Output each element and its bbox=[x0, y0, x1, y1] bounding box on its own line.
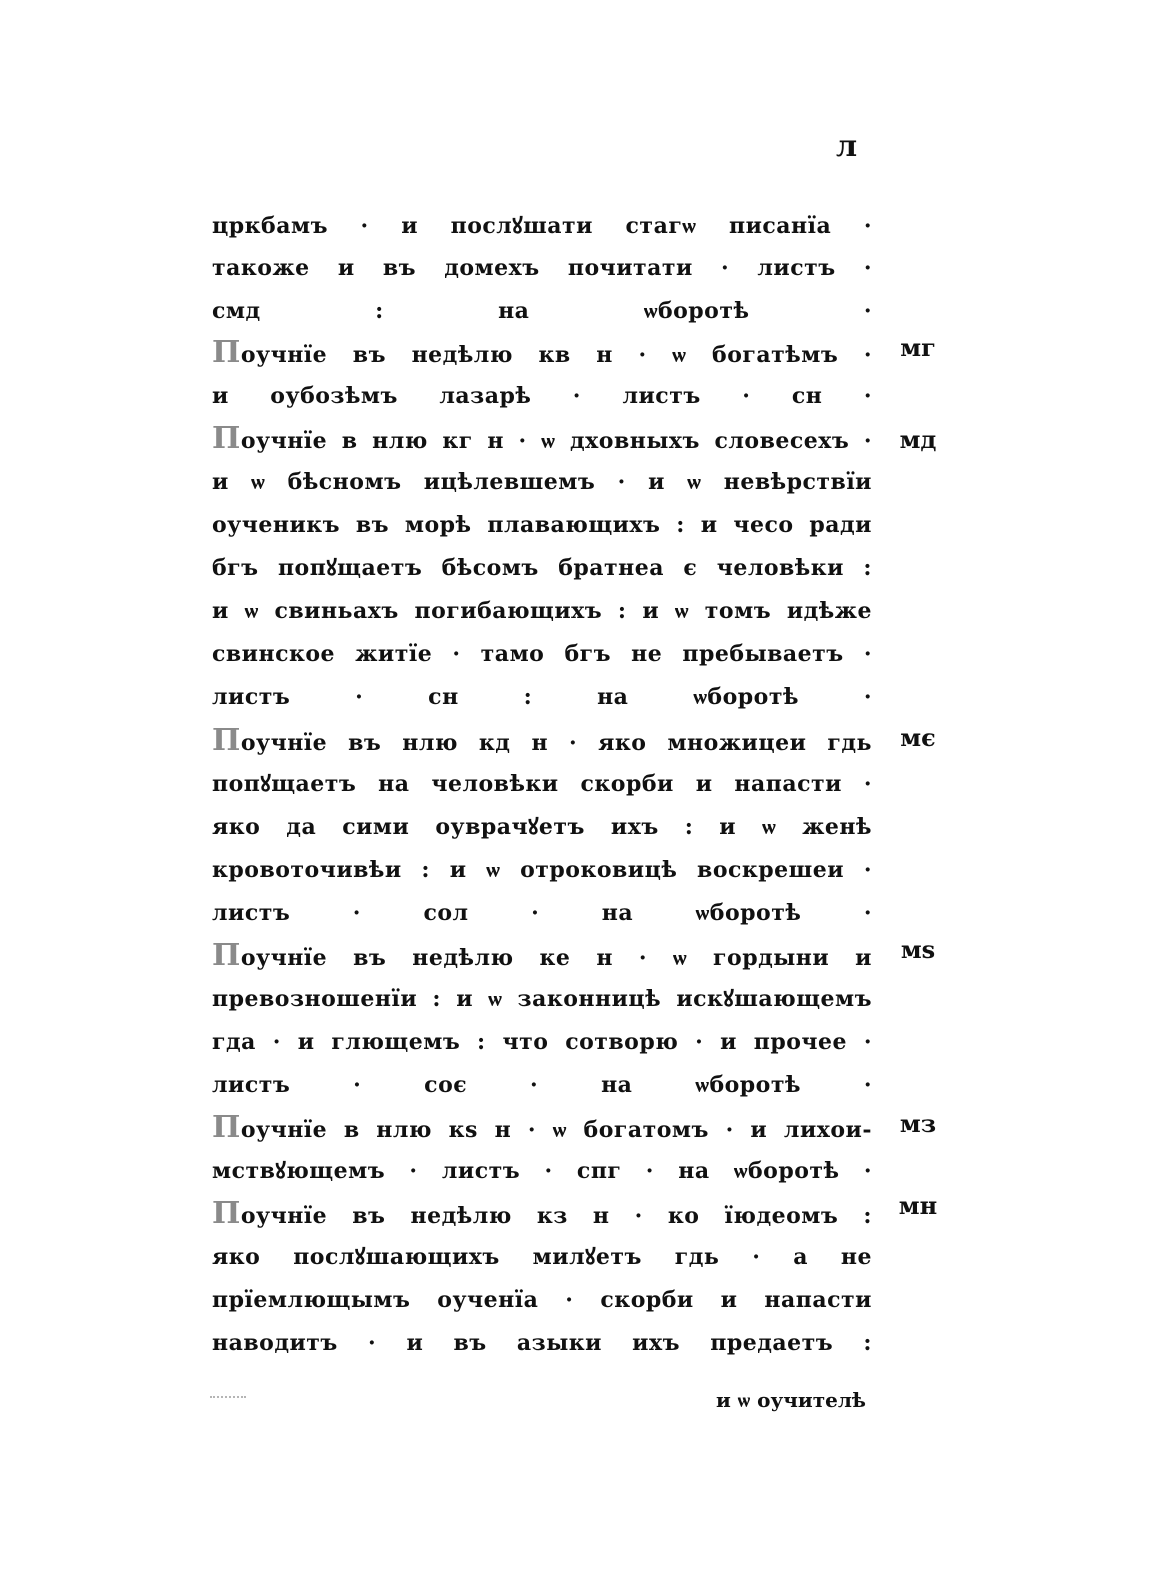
text-line bbox=[212, 721, 872, 761]
text-line bbox=[212, 206, 872, 246]
line-text: бгъ попꙋщаетъ бѣсомъ братнеа є человѣки : bbox=[212, 555, 872, 581]
text-line bbox=[212, 807, 872, 847]
ink-smudge bbox=[210, 1396, 246, 1404]
line-text: мствꙋющемъ · листъ · спг · на ѡборотѣ · bbox=[212, 1158, 872, 1184]
line-text: яко да сими оуврачꙋетъ ихъ : и ѡ женѣ bbox=[212, 814, 872, 840]
line-text: попꙋщаетъ на человѣки скорби и напасти · bbox=[212, 771, 872, 797]
rubric-initial: П bbox=[212, 1196, 241, 1231]
text-line bbox=[212, 1237, 872, 1277]
margin-number: мз bbox=[899, 1109, 937, 1138]
text-line bbox=[212, 333, 872, 373]
line-text: оучнїе в нлю кг н · ѡ дховныхъ словесехъ · bbox=[240, 428, 872, 454]
text-line bbox=[212, 505, 872, 545]
line-text: и ѡ бѣсномъ ицѣлевшемъ · и ѡ невѣрствїи bbox=[212, 469, 872, 495]
text-line bbox=[212, 1108, 872, 1148]
text-line bbox=[212, 1065, 872, 1105]
text-line bbox=[212, 419, 872, 459]
text-line bbox=[212, 1280, 872, 1320]
line-text: наводитъ · и въ азыки ихъ предаетъ : bbox=[212, 1330, 872, 1356]
line-text: оучнїе въ недѣлю кз н · ко їюдеомъ : bbox=[240, 1203, 872, 1229]
catchword: и ѡ оучителѣ bbox=[715, 1388, 866, 1412]
folio-number: л bbox=[836, 129, 858, 164]
line-text: кровоточивѣи : и ѡ отроковицѣ воскрешеи · bbox=[212, 857, 872, 883]
rubric-initial: П bbox=[212, 938, 241, 973]
line-text: превозношенїи : и ѡ законницѣ искꙋшающемъ bbox=[212, 986, 872, 1012]
text-line bbox=[212, 1323, 872, 1363]
line-text: листъ · соє · на ѡборотѣ · bbox=[212, 1072, 872, 1098]
line-text: оучнїе в нлю кѕ н · ѡ богатомъ · и лихои- bbox=[240, 1117, 872, 1143]
rubric-initial: П bbox=[212, 1110, 241, 1145]
line-text: гда · и глющемъ : что сотворю · и прочее · bbox=[212, 1029, 872, 1055]
text-line bbox=[212, 764, 872, 804]
text-line bbox=[212, 291, 872, 331]
line-text: свинское житїе · тамо бгъ не пребываетъ · bbox=[212, 641, 872, 667]
text-line bbox=[212, 591, 872, 631]
margin-number: мє bbox=[900, 723, 936, 752]
margin-number: мг bbox=[900, 333, 936, 362]
text-line bbox=[212, 893, 872, 933]
line-text: оучнїе въ нлю кд н · яко множицеи гдь bbox=[240, 730, 872, 756]
line-text: оучнїе въ недѣлю ке н · ѡ гордыни и bbox=[240, 945, 872, 971]
margin-number: мн bbox=[898, 1191, 938, 1220]
text-line bbox=[212, 548, 872, 588]
text-line bbox=[212, 634, 872, 674]
line-text: и оубозѣмъ лазарѣ · листъ · сн · bbox=[212, 383, 872, 409]
text-line bbox=[212, 677, 872, 717]
line-text: листъ · сол · на ѡборотѣ · bbox=[212, 900, 872, 926]
line-text: прїемлющымъ оученїа · скорби и напасти bbox=[212, 1287, 872, 1313]
margin-number: мѕ bbox=[900, 935, 936, 964]
line-text: оучнїе въ недѣлю кв н · ѡ богатѣмъ · bbox=[240, 342, 872, 368]
line-text: цркбамъ · и послꙋшати стагѡ писанїа · bbox=[212, 213, 872, 239]
line-text: такоже и въ домехъ почитати · листъ · bbox=[212, 255, 872, 281]
line-text: и ѡ свиньахъ погибающихъ : и ѡ томъ идѣже bbox=[212, 598, 872, 624]
text-line bbox=[212, 979, 872, 1019]
text-line bbox=[212, 1151, 872, 1191]
text-line bbox=[212, 462, 872, 502]
rubric-initial: П bbox=[212, 723, 241, 758]
text-line bbox=[212, 1194, 872, 1234]
line-text: яко послꙋшающихъ милꙋетъ гдь · а не bbox=[212, 1244, 872, 1270]
line-text: смд : на ѡборотѣ · bbox=[212, 298, 872, 324]
text-line bbox=[212, 248, 872, 288]
text-line bbox=[212, 1022, 872, 1062]
line-text: оученикъ въ морѣ плавающихъ : и чесо ради bbox=[212, 512, 872, 538]
rubric-initial: П bbox=[212, 421, 241, 456]
margin-number: мд bbox=[899, 425, 937, 454]
text-line bbox=[212, 936, 872, 976]
line-text: листъ · сн : на ѡборотѣ · bbox=[212, 684, 872, 710]
text-line bbox=[212, 376, 872, 416]
rubric-initial: П bbox=[212, 335, 241, 370]
text-line bbox=[212, 850, 872, 890]
